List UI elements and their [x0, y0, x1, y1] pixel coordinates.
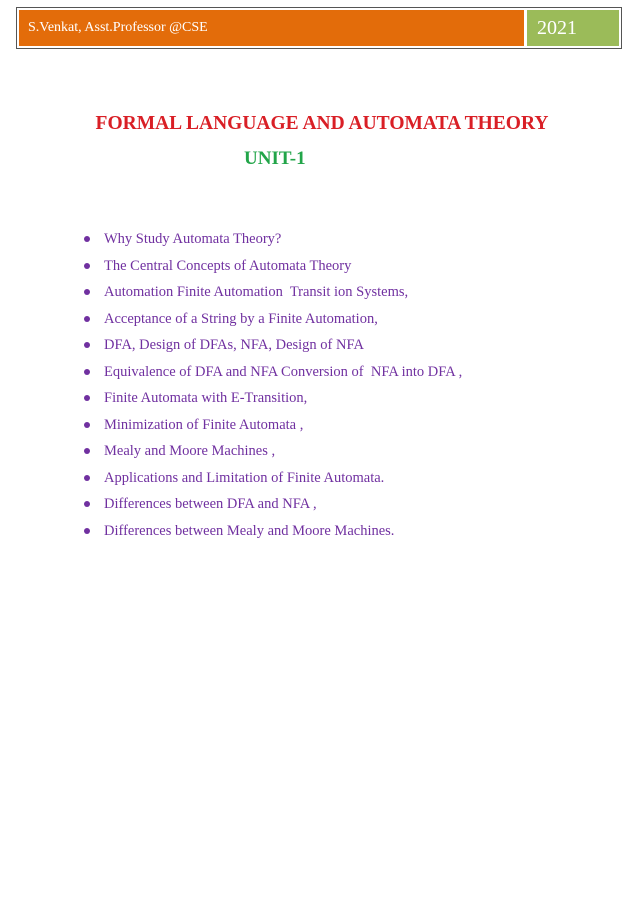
bullet-icon	[84, 316, 90, 322]
topic-item	[84, 491, 462, 518]
bullet-icon	[84, 475, 90, 481]
bullet-icon	[84, 395, 90, 401]
topic-text: Differences between Mealy and Moore Machines.	[104, 522, 395, 539]
page-header	[16, 7, 622, 49]
topic-text: Why Study Automata Theory?	[104, 231, 282, 247]
topic-text: Equivalence of DFA and NFA Conversion of NFA into DFA ,	[104, 363, 463, 380]
bullet-icon	[84, 501, 90, 507]
topic-item	[84, 226, 462, 253]
bullet-icon	[84, 448, 90, 454]
topic-item	[84, 306, 462, 333]
topic-text: Finite Automata with E-Transition,	[104, 390, 308, 406]
bullet-icon	[84, 342, 90, 348]
topic-item	[84, 438, 462, 465]
topic-item	[84, 412, 462, 439]
topic-item	[84, 359, 462, 386]
bullet-icon	[84, 289, 90, 295]
topic-text: DFA, Design of DFAs, NFA, Design of NFA	[104, 337, 364, 353]
bullet-icon	[84, 369, 90, 375]
topic-item	[84, 253, 462, 280]
topic-item	[84, 332, 462, 359]
topic-item	[84, 465, 462, 492]
unit-heading: UNIT-1	[244, 148, 306, 169]
bullet-icon	[84, 236, 90, 242]
header-author: S.Venkat, Asst.Professor @CSE	[19, 10, 524, 46]
topic-text: The Central Concepts of Automata Theory	[104, 257, 352, 274]
topic-text: Mealy and Moore Machines ,	[104, 443, 276, 459]
topic-item	[84, 518, 462, 545]
topic-item	[84, 279, 462, 306]
document-title: FORMAL LANGUAGE AND AUTOMATA THEORY	[95, 113, 549, 134]
topic-list	[84, 226, 462, 544]
topic-text: Applications and Limitation of Finite Automata.	[104, 469, 385, 486]
topic-text: Minimization of Finite Automata ,	[104, 416, 304, 433]
topic-text: Acceptance of a String by a Finite Automation,	[104, 310, 378, 327]
topic-text: Automation Finite Automation Transit ion Systems,	[104, 284, 409, 300]
bullet-icon	[84, 422, 90, 428]
topic-item	[84, 385, 462, 412]
topic-text: Differences between DFA and NFA ,	[104, 496, 317, 512]
header-year: 2021	[527, 10, 619, 46]
bullet-icon	[84, 263, 90, 269]
bullet-icon	[84, 528, 90, 534]
